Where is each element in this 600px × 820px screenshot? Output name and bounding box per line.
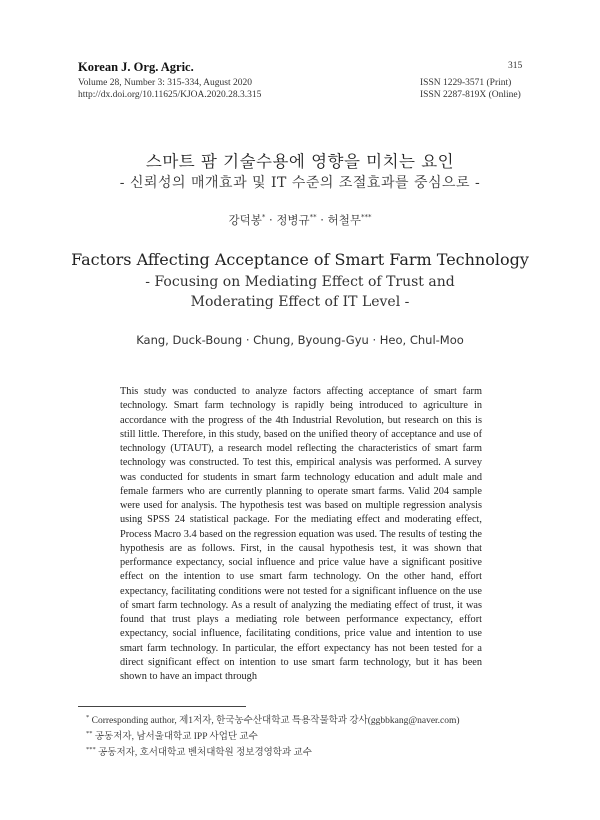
subtitle-english-line-2: Moderating Effect of IT Level - (190, 294, 410, 310)
issn-info (420, 77, 521, 101)
author-separator-1: · (265, 213, 277, 227)
title-english: Factors Affecting Acceptance of Smart Farm Technology (71, 250, 529, 269)
author-separator-2: · (316, 213, 328, 227)
issn-online: ISSN 2287-819X (Online) (420, 90, 521, 100)
footnote-1 (86, 712, 460, 726)
volume-line: Volume 28, Number 3: 315-334, August 2020 (78, 78, 252, 88)
author-1: 강덕봉 (228, 213, 262, 227)
footnote-2 (86, 728, 258, 742)
author-2-mark: ** (309, 213, 317, 222)
subtitle-english-line-1: - Focusing on Mediating Effect of Trust and (145, 274, 455, 290)
footnote-3-text: 공동저자, 호서대학교 벤처대학원 정보경영학과 교수 (98, 748, 312, 758)
author-1-mark: * (261, 213, 266, 222)
issn-print: ISSN 1229-3571 (Print) (420, 78, 512, 88)
page-number: 315 (508, 61, 523, 71)
author-3: 허철무 (327, 213, 361, 227)
footnote-1-text: Corresponding author, 제1저자, 한국농수산대학교 특용작물학과 강사(ggbbkang@naver.com) (91, 716, 460, 726)
subtitle-korean: - 신뢰성의 매개효과 및 IT 수준의 조절효과를 중심으로 - (119, 175, 481, 191)
footnote-2-text: 공동저자, 남서울대학교 IPP 사업단 교수 (94, 732, 258, 742)
author-2: 정병규 (276, 213, 310, 227)
footnote-3-mark: *** (86, 745, 96, 753)
footnote-3 (86, 744, 312, 758)
volume-info (78, 77, 261, 101)
title-korean: 스마트 팜 기술수용에 영향을 미치는 요인 (145, 152, 455, 171)
footnote-divider (78, 706, 246, 707)
abstract-text: This study was conducted to analyze factors affecting acceptance of smart farm technology. Smart farm technology is rapidly being introduced to agriculture in accordance with the progress of the 4th Industrial Revolution, but research on this is still little. Therefore, in this study, based on the unified theory of acceptance and use of technology (UTAUT), a research model reflecting the characteristics of smart farm technology was constructed. To test this, empirical analysis was performed. A survey was conducted for students in smart farm technology education and adult male and female farmers who are currently planning to operate smart farms. Valid 204 sample were used for analysis. The hypothesis test was based on multiple regression analysis using SPSS 24 statistical package. For the mediating effect and moderating effect, Process Macro 3.4 based on the regression equation was used. The results of testing the hypothesis are as follows. First, in the causal hypothesis test, it was shown that performance expectancy, social influence and price value have a significant positive effect on the intention to use smart farm technology. On the other hand, effort expectancy, facilitating conditions were not tested for a significant influence on the use of smart farm technology. As a result of analyzing the mediating effect of trust, it was found that trust plays a mediating role between performance expectancy, effort expectancy, social influence, facilitating conditions, price value and intention to use smart farm technology. In particular, the effort expectancy has not been tested for a direct significant effect on intention to use smart farm technology, but it has been shown to have an impact through (120, 386, 482, 682)
author-3-mark: *** (360, 213, 372, 222)
doi-link[interactable]: http://dx.doi.org/10.11625/KJOA.2020.28.3.315 (78, 90, 262, 100)
authors-korean (0, 212, 600, 228)
footnote-2-mark: ** (86, 729, 93, 737)
journal-name: Korean J. Org. Agric. (78, 60, 194, 74)
footnote-1-mark: * (86, 713, 90, 721)
authors-english: Kang, Duck-Boung · Chung, Byoung-Gyu · Heo, Chul-Moo (136, 333, 464, 347)
